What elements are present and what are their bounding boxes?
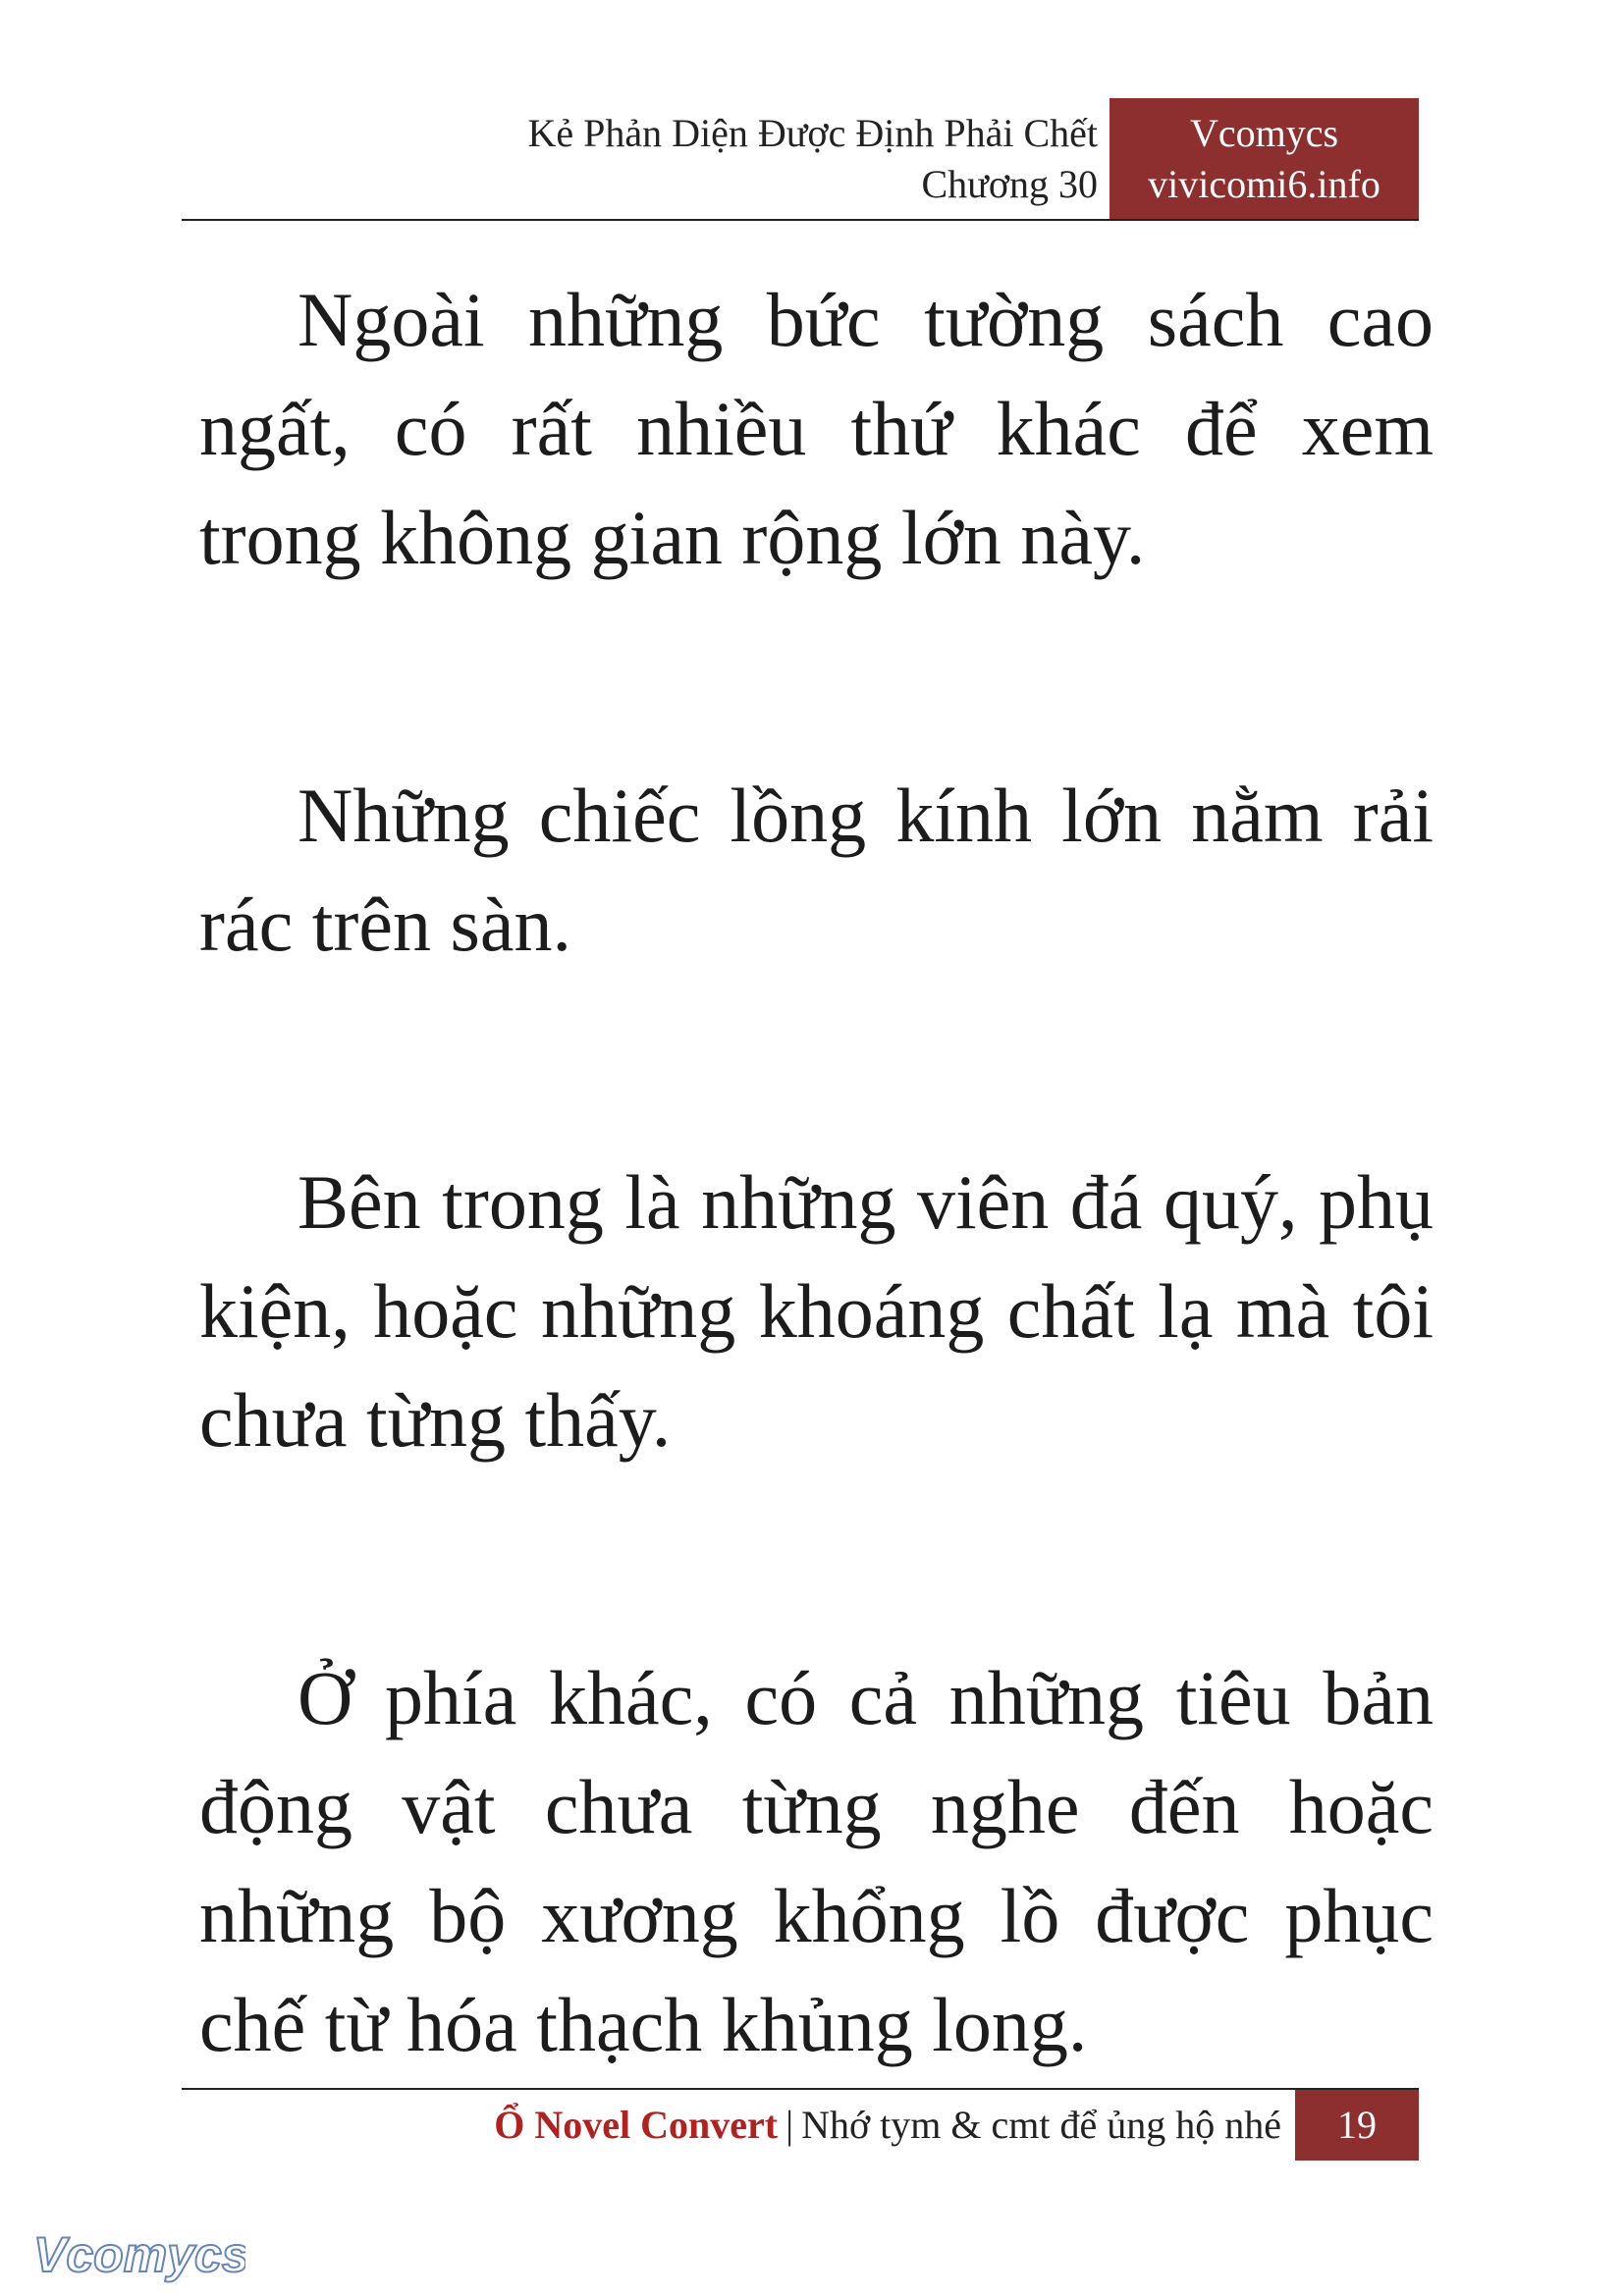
footer-message: Nhớ tym & cmt để ủng hộ nhé bbox=[801, 2103, 1281, 2147]
footer-text bbox=[494, 2090, 1281, 2161]
paragraph: Những chiếc lồng kính lớn nằm rải rác trên sàn. bbox=[199, 773, 1434, 967]
site-url: vivicomi6.info bbox=[1148, 162, 1380, 206]
page-header bbox=[182, 98, 1419, 219]
watermark-text: Vcomycs bbox=[33, 2227, 245, 2282]
paragraph: Ở phía khác, có cả những tiêu bản động vật chưa từng nghe đến hoặc những bộ xương khổng lồ được phục chế từ hóa thạch khủng long. bbox=[199, 1655, 1434, 2067]
chapter-label: Chương 30 bbox=[921, 162, 1098, 206]
paragraph: Bên trong là những viên đá quý, phụ kiện, hoặc những khoáng chất lạ mà tôi chưa từng thấy. bbox=[199, 1159, 1434, 1463]
header-titles bbox=[527, 108, 1098, 210]
paragraph: Ngoài những bức tường sách cao ngất, có rất nhiều thứ khác để xem trong không gian rộng lớn này. bbox=[199, 277, 1434, 580]
page-number: 19 bbox=[1295, 2090, 1419, 2161]
watermark-logo bbox=[29, 2220, 245, 2289]
header-divider bbox=[182, 219, 1419, 221]
footer-separator: | bbox=[785, 2103, 794, 2147]
site-name: Vcomycs bbox=[1189, 111, 1339, 155]
footer-brand: Ổ Novel Convert bbox=[494, 2103, 779, 2147]
watermark-logo-icon bbox=[29, 2220, 245, 2289]
site-badge bbox=[1110, 98, 1419, 219]
chapter-body bbox=[199, 265, 1434, 2079]
book-title: Kẻ Phản Diện Được Định Phải Chết bbox=[527, 111, 1098, 155]
page-footer bbox=[182, 2090, 1419, 2161]
